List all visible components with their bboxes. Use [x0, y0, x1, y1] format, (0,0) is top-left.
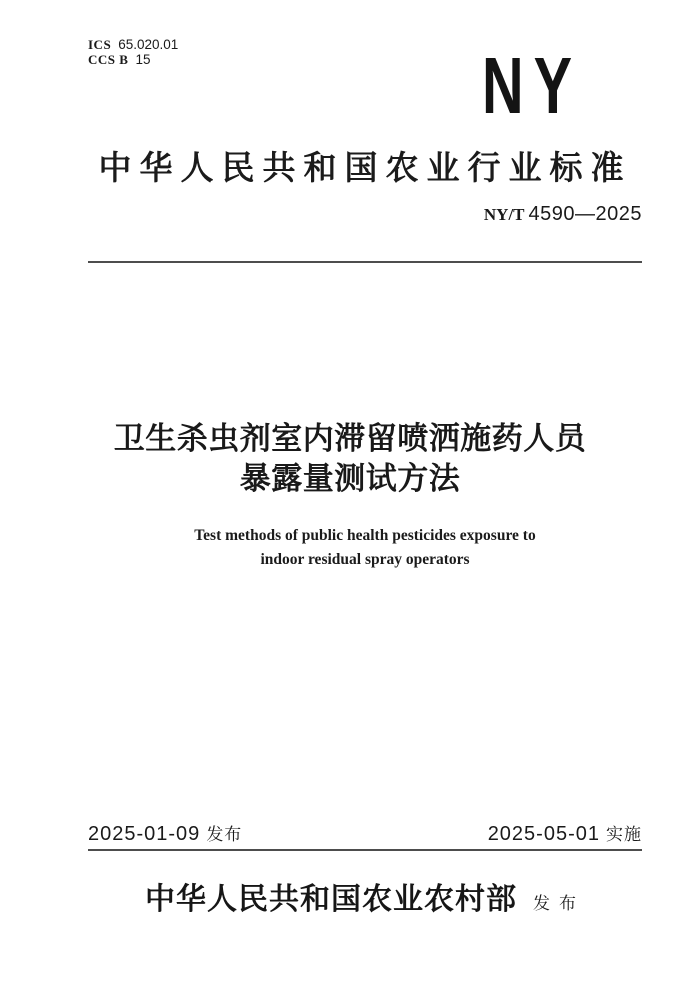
document-title-line1: 卫生杀虫剂室内滞留喷洒施药人员	[113, 421, 587, 456]
standard-category-title: 中华人民共和国农业行业标准	[98, 149, 632, 186]
ics-code-row	[88, 37, 178, 52]
bottom-rule-line	[88, 849, 642, 851]
document-title-english	[88, 524, 642, 572]
ccs-value: 15	[135, 52, 151, 67]
implement-label: 实施	[606, 825, 642, 844]
standard-number-value: 4590—2025	[528, 203, 642, 225]
classification-codes	[88, 37, 178, 67]
document-title	[73, 419, 627, 499]
dates-row	[88, 821, 642, 849]
issue-date-group	[88, 821, 242, 849]
english-title-line2: indoor residual spray operators	[260, 551, 470, 568]
top-rule-line	[88, 261, 642, 263]
standard-number	[484, 203, 642, 227]
implement-date: 2025-05-01	[487, 823, 600, 845]
issue-date: 2025-01-09	[88, 823, 201, 845]
issue-label: 发布	[206, 825, 243, 844]
ccs-label: CCS B	[88, 52, 129, 67]
ny-logo: NY	[482, 41, 583, 130]
ccs-code-row	[88, 52, 178, 67]
ics-label: ICS	[88, 37, 112, 52]
standard-number-prefix: NY/T	[483, 205, 525, 224]
implement-date-group	[488, 821, 642, 849]
ics-value: 65.020.01	[118, 37, 179, 52]
publisher-name: 中华人民共和国农业农村部	[145, 883, 517, 916]
english-title-line1: Test methods of public health pesticides exposure to	[194, 527, 536, 544]
publisher-row	[88, 881, 642, 924]
publisher-action-label: 发布	[533, 894, 585, 913]
document-title-line2: 暴露量测试方法	[239, 461, 461, 496]
